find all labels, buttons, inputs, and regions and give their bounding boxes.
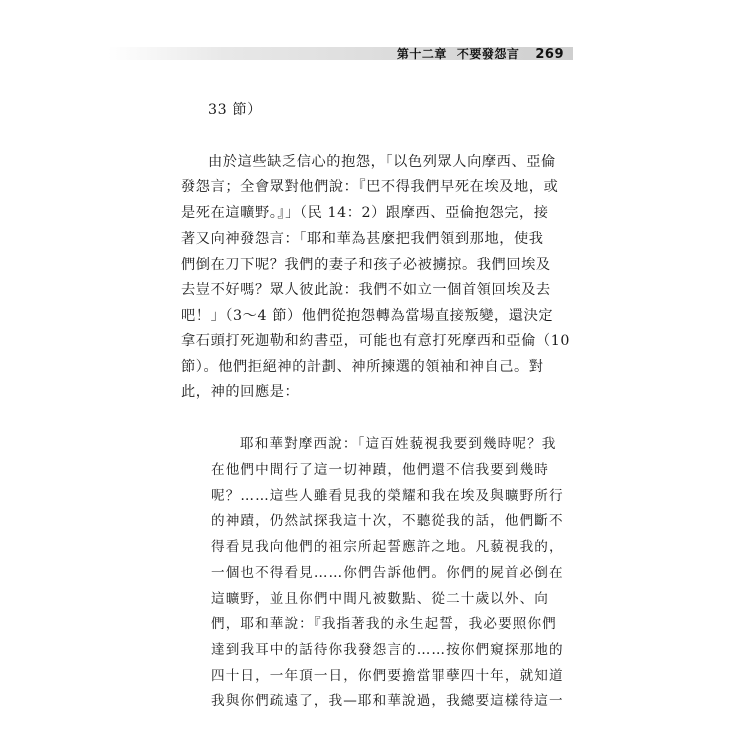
running-header xyxy=(397,45,564,62)
quote-line: 在他們中間行了這一切神蹟，他們還不信我要到幾時 xyxy=(211,462,549,478)
quote-line: 我與你們疏遠了，我—耶和華說過，我總要這樣待這一 xyxy=(211,693,564,709)
quote-line: 這曠野，並且你們中間凡被數點、從二十歲以外、向 xyxy=(211,591,549,607)
quote-line: 四十日，一年頂一日，你們要擔當罪孽四十年，就知道 xyxy=(211,668,564,684)
quote-line: 得看見我向他們的祖宗所起誓應許之地。凡藐視我的， xyxy=(211,539,564,555)
quote-line: 耶和華對摩西說：「這百姓藐視我要到幾時呢？我 xyxy=(240,436,557,452)
body-line: 節）。他們拒絕神的計劃、神所揀選的領袖和神自己。對 xyxy=(181,359,544,375)
quote-line: 的神蹟，仍然試探我這十次，不聽從我的話，他們斷不 xyxy=(211,513,564,529)
body-line: 33 節） xyxy=(208,102,262,118)
quote-line: 達到我耳中的話待你我發怨言的……按你們窺探那地的 xyxy=(211,642,564,658)
body-line: 去豈不好嗎？眾人彼此說：我們不如立一個首領回埃及去 xyxy=(181,282,551,298)
chapter-title: 不要發怨言 xyxy=(456,47,520,61)
quote-line: 呢？……這些人雖看見我的榮耀和我在埃及與曠野所行 xyxy=(211,488,564,504)
body-line: 吧！」（3～4 節）他們從抱怨轉為當場直接叛變，還決定 xyxy=(181,308,554,324)
body-line: 拿石頭打死迦勒和約書亞，可能也有意打死摩西和亞倫（10 xyxy=(181,333,570,349)
chapter-label: 第十二章 xyxy=(396,47,447,61)
body-line: 發怨言；全會眾對他們說：『巴不得我們早死在埃及地，或 xyxy=(181,179,559,195)
body-line: 由於這些缺乏信心的抱怨，「以色列眾人向摩西、亞倫 xyxy=(208,154,556,170)
body-line: 們倒在刀下呢？我們的妻子和孩子必被擄掠。我們回埃及 xyxy=(181,257,551,273)
body-line: 著又向神發怨言：「耶和華為甚麼把我們領到那地，使我 xyxy=(181,231,544,247)
body-line: 此，神的回應是： xyxy=(181,384,300,400)
quote-line: 們，耶和華說：『我指著我的永生起誓，我必要照你們 xyxy=(211,616,557,632)
quote-line: 一個也不得看見……你們告訴他們。你們的屍首必倒在 xyxy=(211,565,564,581)
body-line: 是死在這曠野。』」（民 14：2）跟摩西、亞倫抱怨完，接 xyxy=(181,205,549,221)
page-number: 269 xyxy=(535,47,564,62)
